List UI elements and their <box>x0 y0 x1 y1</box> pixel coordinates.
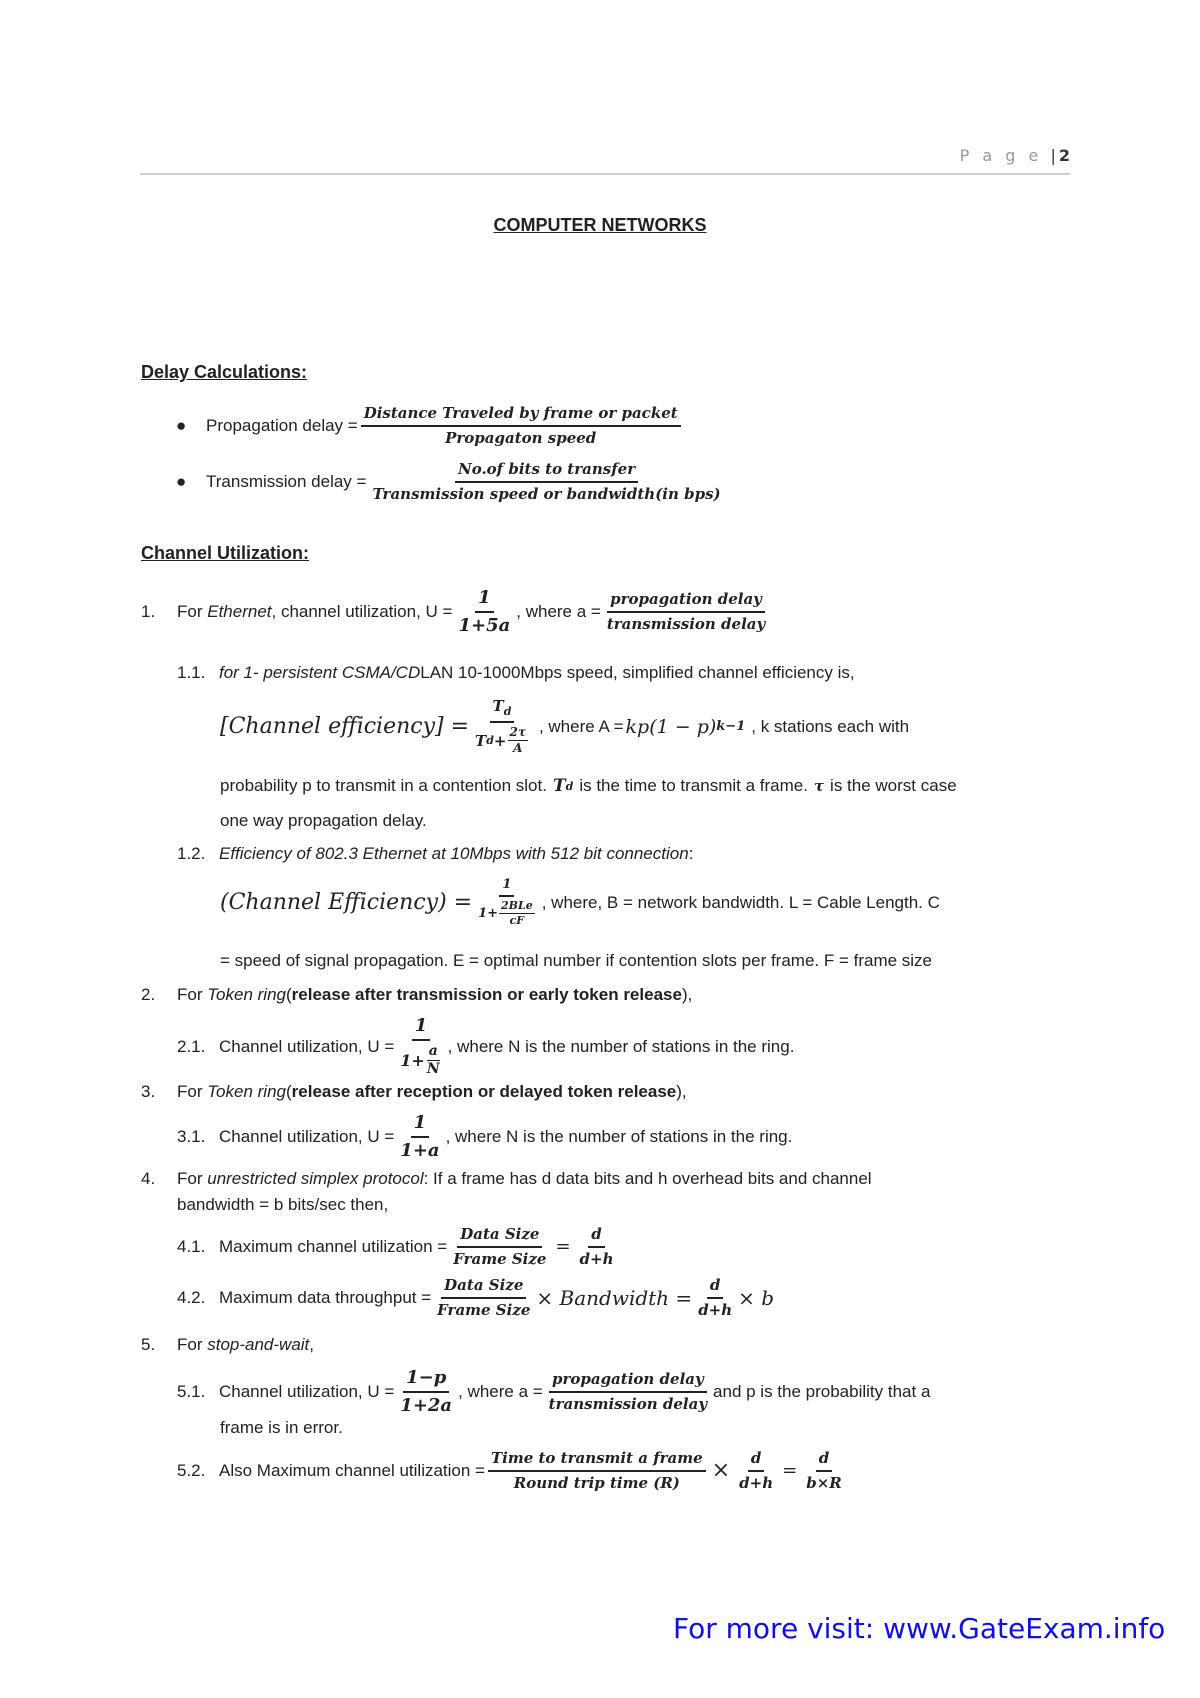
fraction-numerator: 1 <box>411 1113 430 1138</box>
item-1-1-line3: one way propagation delay. <box>220 811 427 830</box>
fraction-denominator: N <box>426 1061 440 1078</box>
item-number: 3. <box>141 1082 156 1101</box>
formula-lhs: [Channel efficiency] = <box>220 714 470 740</box>
item-1-2-line2: = speed of signal propagation. E = optimal number if contention slots per frame. F = frame size <box>220 951 933 970</box>
item-4-2 <box>177 1277 774 1318</box>
propagation-delay-label: Propagation delay = <box>206 415 358 435</box>
channel-heading: Channel Utilization: <box>141 543 309 563</box>
item-5-stop-and-wait <box>141 1335 314 1355</box>
page-label: P a g e <box>959 146 1043 165</box>
item-number: 3.1. <box>177 1126 206 1146</box>
bold-text: release after transmission or early token release <box>291 985 682 1004</box>
a-fraction <box>546 1371 710 1412</box>
efficiency-fraction <box>475 878 539 927</box>
text: ), <box>681 985 693 1004</box>
fraction-numerator: 1 <box>499 878 514 897</box>
one-plus: 1+ <box>478 905 499 921</box>
bullet-icon: ● <box>176 415 187 435</box>
fraction-numerator <box>490 698 515 723</box>
item-1-ethernet <box>141 588 771 636</box>
fraction-denominator <box>397 1041 444 1078</box>
fraction-denominator: transmission delay <box>606 614 766 633</box>
text: is the worst case <box>830 776 957 795</box>
a-fraction <box>604 591 768 632</box>
fraction-numerator: 2τ <box>508 726 528 741</box>
item-number: 2.1. <box>177 1036 206 1056</box>
delay-heading: Delay Calculations: <box>141 362 308 382</box>
fraction-numerator: Time to transmit a frame <box>488 1450 706 1472</box>
item-4-line2: bandwidth = b bits/sec then, <box>177 1195 389 1214</box>
page-number <box>960 146 1070 165</box>
item-number: 4.2. <box>177 1287 206 1307</box>
bold-text: release after reception or delayed token release <box>291 1082 677 1101</box>
text: , k stations each with <box>751 716 910 736</box>
fraction-denominator: 1+2a <box>400 1394 453 1416</box>
item-number: 4. <box>141 1169 156 1188</box>
text: Channel utilization, U = <box>219 1381 395 1401</box>
page-separator: | <box>1050 146 1056 165</box>
utilization-fraction <box>397 1016 444 1078</box>
fraction-numerator: propagation delay <box>549 1371 707 1393</box>
text: Channel utilization, U = <box>219 1126 395 1146</box>
transmission-delay-item <box>176 461 727 502</box>
fraction-denominator: Frame Size <box>453 1249 547 1268</box>
fraction-denominator: transmission delay <box>548 1394 708 1413</box>
fraction-numerator: 1 <box>475 588 494 613</box>
formula-kp: kp(1 − p) <box>625 715 717 738</box>
text: , where N is the number of stations in the ring. <box>445 1126 793 1146</box>
text: Maximum data throughput = <box>219 1287 432 1307</box>
fraction-denominator: A <box>513 741 523 756</box>
item-number: 4.1. <box>177 1236 206 1256</box>
text: , where, B = network bandwidth. L = Cable Length. C <box>541 892 940 912</box>
subscript: d <box>486 733 494 747</box>
b-term: × b <box>738 1285 775 1310</box>
one-plus: 1+ <box>400 1050 425 1070</box>
nested-fraction <box>425 1044 442 1078</box>
utilization-fraction <box>397 1368 455 1416</box>
plus-sign: + <box>493 731 507 750</box>
text: Channel utilization, U = <box>219 1036 395 1056</box>
text: , <box>309 1335 315 1354</box>
text: , where N is the number of stations in the ring. <box>447 1036 795 1056</box>
text: , channel utilization, U = <box>271 601 453 621</box>
text: ( <box>286 985 292 1004</box>
d-fraction <box>577 1226 617 1267</box>
fraction-denominator <box>475 897 539 927</box>
bandwidth-term: × Bandwidth = <box>536 1285 693 1310</box>
fraction-numerator: propagation delay <box>607 591 765 613</box>
times-sign: × <box>711 1458 731 1483</box>
fraction-numerator: d <box>748 1450 765 1472</box>
text: ), <box>676 1082 687 1101</box>
propagation-delay-fraction <box>361 405 681 446</box>
item-number: 1.2. <box>177 844 206 863</box>
d-fraction <box>695 1277 735 1318</box>
text: For <box>177 601 203 621</box>
fraction-numerator: d <box>707 1277 724 1299</box>
text: , where A = <box>538 716 624 736</box>
fraction-denominator: Round trip time (R) <box>513 1473 680 1492</box>
d-over-bR-fraction <box>803 1450 845 1491</box>
emphasis: stop-and-wait <box>207 1335 310 1354</box>
page-title: COMPUTER NETWORKS <box>493 215 707 235</box>
fraction-numerator: 1−p <box>403 1368 449 1393</box>
text: : If a frame has d data bits and h overhead bits and channel <box>423 1169 872 1188</box>
fraction-denominator: d+h <box>698 1300 733 1319</box>
fraction-denominator: Transmission speed or bandwidth(in bps) <box>372 484 721 503</box>
utilization-fraction <box>397 1113 442 1161</box>
fraction-denominator: 1+5a <box>458 614 511 636</box>
text: , where a = <box>458 1381 543 1401</box>
text: Maximum channel utilization = <box>219 1236 448 1256</box>
bullet-icon: ● <box>176 471 187 491</box>
item-1-1-heading <box>177 663 855 683</box>
transmission-delay-label: Transmission delay = <box>206 471 367 491</box>
page-number-value: 2 <box>1058 146 1070 165</box>
d-fraction <box>736 1450 776 1491</box>
item-number: 5. <box>141 1335 156 1354</box>
subscript: d <box>503 705 512 718</box>
item-number: 5.2. <box>177 1460 206 1480</box>
transmission-delay-fraction <box>369 461 723 502</box>
fraction-denominator: Propagaton speed <box>445 428 597 447</box>
text: and p is the probability that a <box>713 1381 931 1401</box>
fraction-numerator: Data Size <box>441 1277 526 1299</box>
item-1-1-line2 <box>220 776 957 796</box>
emphasis: for 1- persistent CSMA/CD <box>219 663 421 682</box>
emphasis: Ethernet <box>207 601 272 621</box>
item-number: 2. <box>141 985 156 1004</box>
fraction-numerator: 2BLe <box>499 900 535 914</box>
item-3-1 <box>177 1113 792 1161</box>
item-4-1 <box>177 1226 620 1267</box>
item-3-token-ring <box>141 1082 687 1102</box>
superscript: k−1 <box>716 719 746 735</box>
t-symbol: T <box>552 776 566 796</box>
text: Also Maximum channel utilization = <box>219 1460 485 1480</box>
text: For <box>177 1169 203 1188</box>
item-5-2 <box>177 1450 848 1491</box>
propagation-delay-item <box>176 405 684 446</box>
utilization-fraction <box>455 588 513 636</box>
data-frame-fraction <box>450 1226 549 1267</box>
fraction-numerator: 1 <box>412 1016 431 1041</box>
fraction-numerator: a <box>427 1044 440 1061</box>
tau-symbol: τ <box>813 777 825 795</box>
t-symbol: T <box>492 697 504 715</box>
page-header <box>140 143 1070 175</box>
item-5-1 <box>177 1368 930 1416</box>
emphasis: unrestricted simplex protocol <box>207 1169 424 1188</box>
fraction-numerator: d <box>816 1450 833 1472</box>
nested-fraction <box>499 900 535 927</box>
subscript: d <box>565 779 574 793</box>
text: is the time to transmit a frame. <box>579 776 808 795</box>
data-frame-fraction <box>434 1277 533 1318</box>
nested-fraction <box>508 726 528 755</box>
equals-sign: = <box>782 1460 798 1481</box>
fraction-numerator: d <box>588 1226 605 1248</box>
equals-sign: = <box>555 1236 571 1257</box>
item-4-simplex <box>141 1169 872 1189</box>
item-number: 5.1. <box>177 1381 206 1401</box>
fraction-denominator: d+h <box>739 1473 774 1492</box>
text: For <box>177 1335 203 1354</box>
fraction-denominator: b×R <box>806 1473 842 1492</box>
item-1-1-formula <box>220 698 909 755</box>
fraction-denominator <box>472 723 532 755</box>
text: , where a = <box>516 601 601 621</box>
text: : <box>688 844 694 863</box>
efficiency-fraction <box>472 698 532 755</box>
item-2-token-ring <box>141 985 692 1005</box>
footer-link[interactable]: For more visit: www.GateExam.info <box>673 1612 1166 1645</box>
item-number: 1. <box>141 601 156 621</box>
time-fraction <box>488 1450 706 1491</box>
fraction-numerator: Data Size <box>457 1226 542 1248</box>
fraction-denominator: Frame Size <box>437 1300 531 1319</box>
item-1-2-heading <box>177 844 693 864</box>
item-5-1-line2: frame is in error. <box>220 1418 343 1437</box>
emphasis: Efficiency of 802.3 Ethernet at 10Mbps with 512 bit connection <box>219 844 689 863</box>
fraction-denominator: 1+a <box>400 1139 440 1161</box>
text: LAN 10-1000Mbps speed, simplified channel efficiency is, <box>420 663 855 682</box>
item-1-2-formula <box>220 878 940 927</box>
text: For <box>177 1082 203 1101</box>
emphasis: Token ring <box>207 1082 286 1101</box>
fraction-numerator: No.of bits to transfer <box>455 461 638 483</box>
item-2-1 <box>177 1016 794 1078</box>
formula-lhs: (Channel Efficiency) = <box>220 890 473 916</box>
text: probability p to transmit in a contention slot. <box>220 776 547 795</box>
fraction-denominator: d+h <box>579 1249 614 1268</box>
item-number: 1.1. <box>177 663 206 682</box>
fraction-denominator: cF <box>509 914 525 928</box>
text: For <box>177 985 203 1004</box>
fraction-numerator: Distance Traveled by frame or packet <box>361 405 681 427</box>
emphasis: Token ring <box>207 985 286 1004</box>
t-symbol: T <box>475 731 487 750</box>
text: ( <box>286 1082 292 1101</box>
